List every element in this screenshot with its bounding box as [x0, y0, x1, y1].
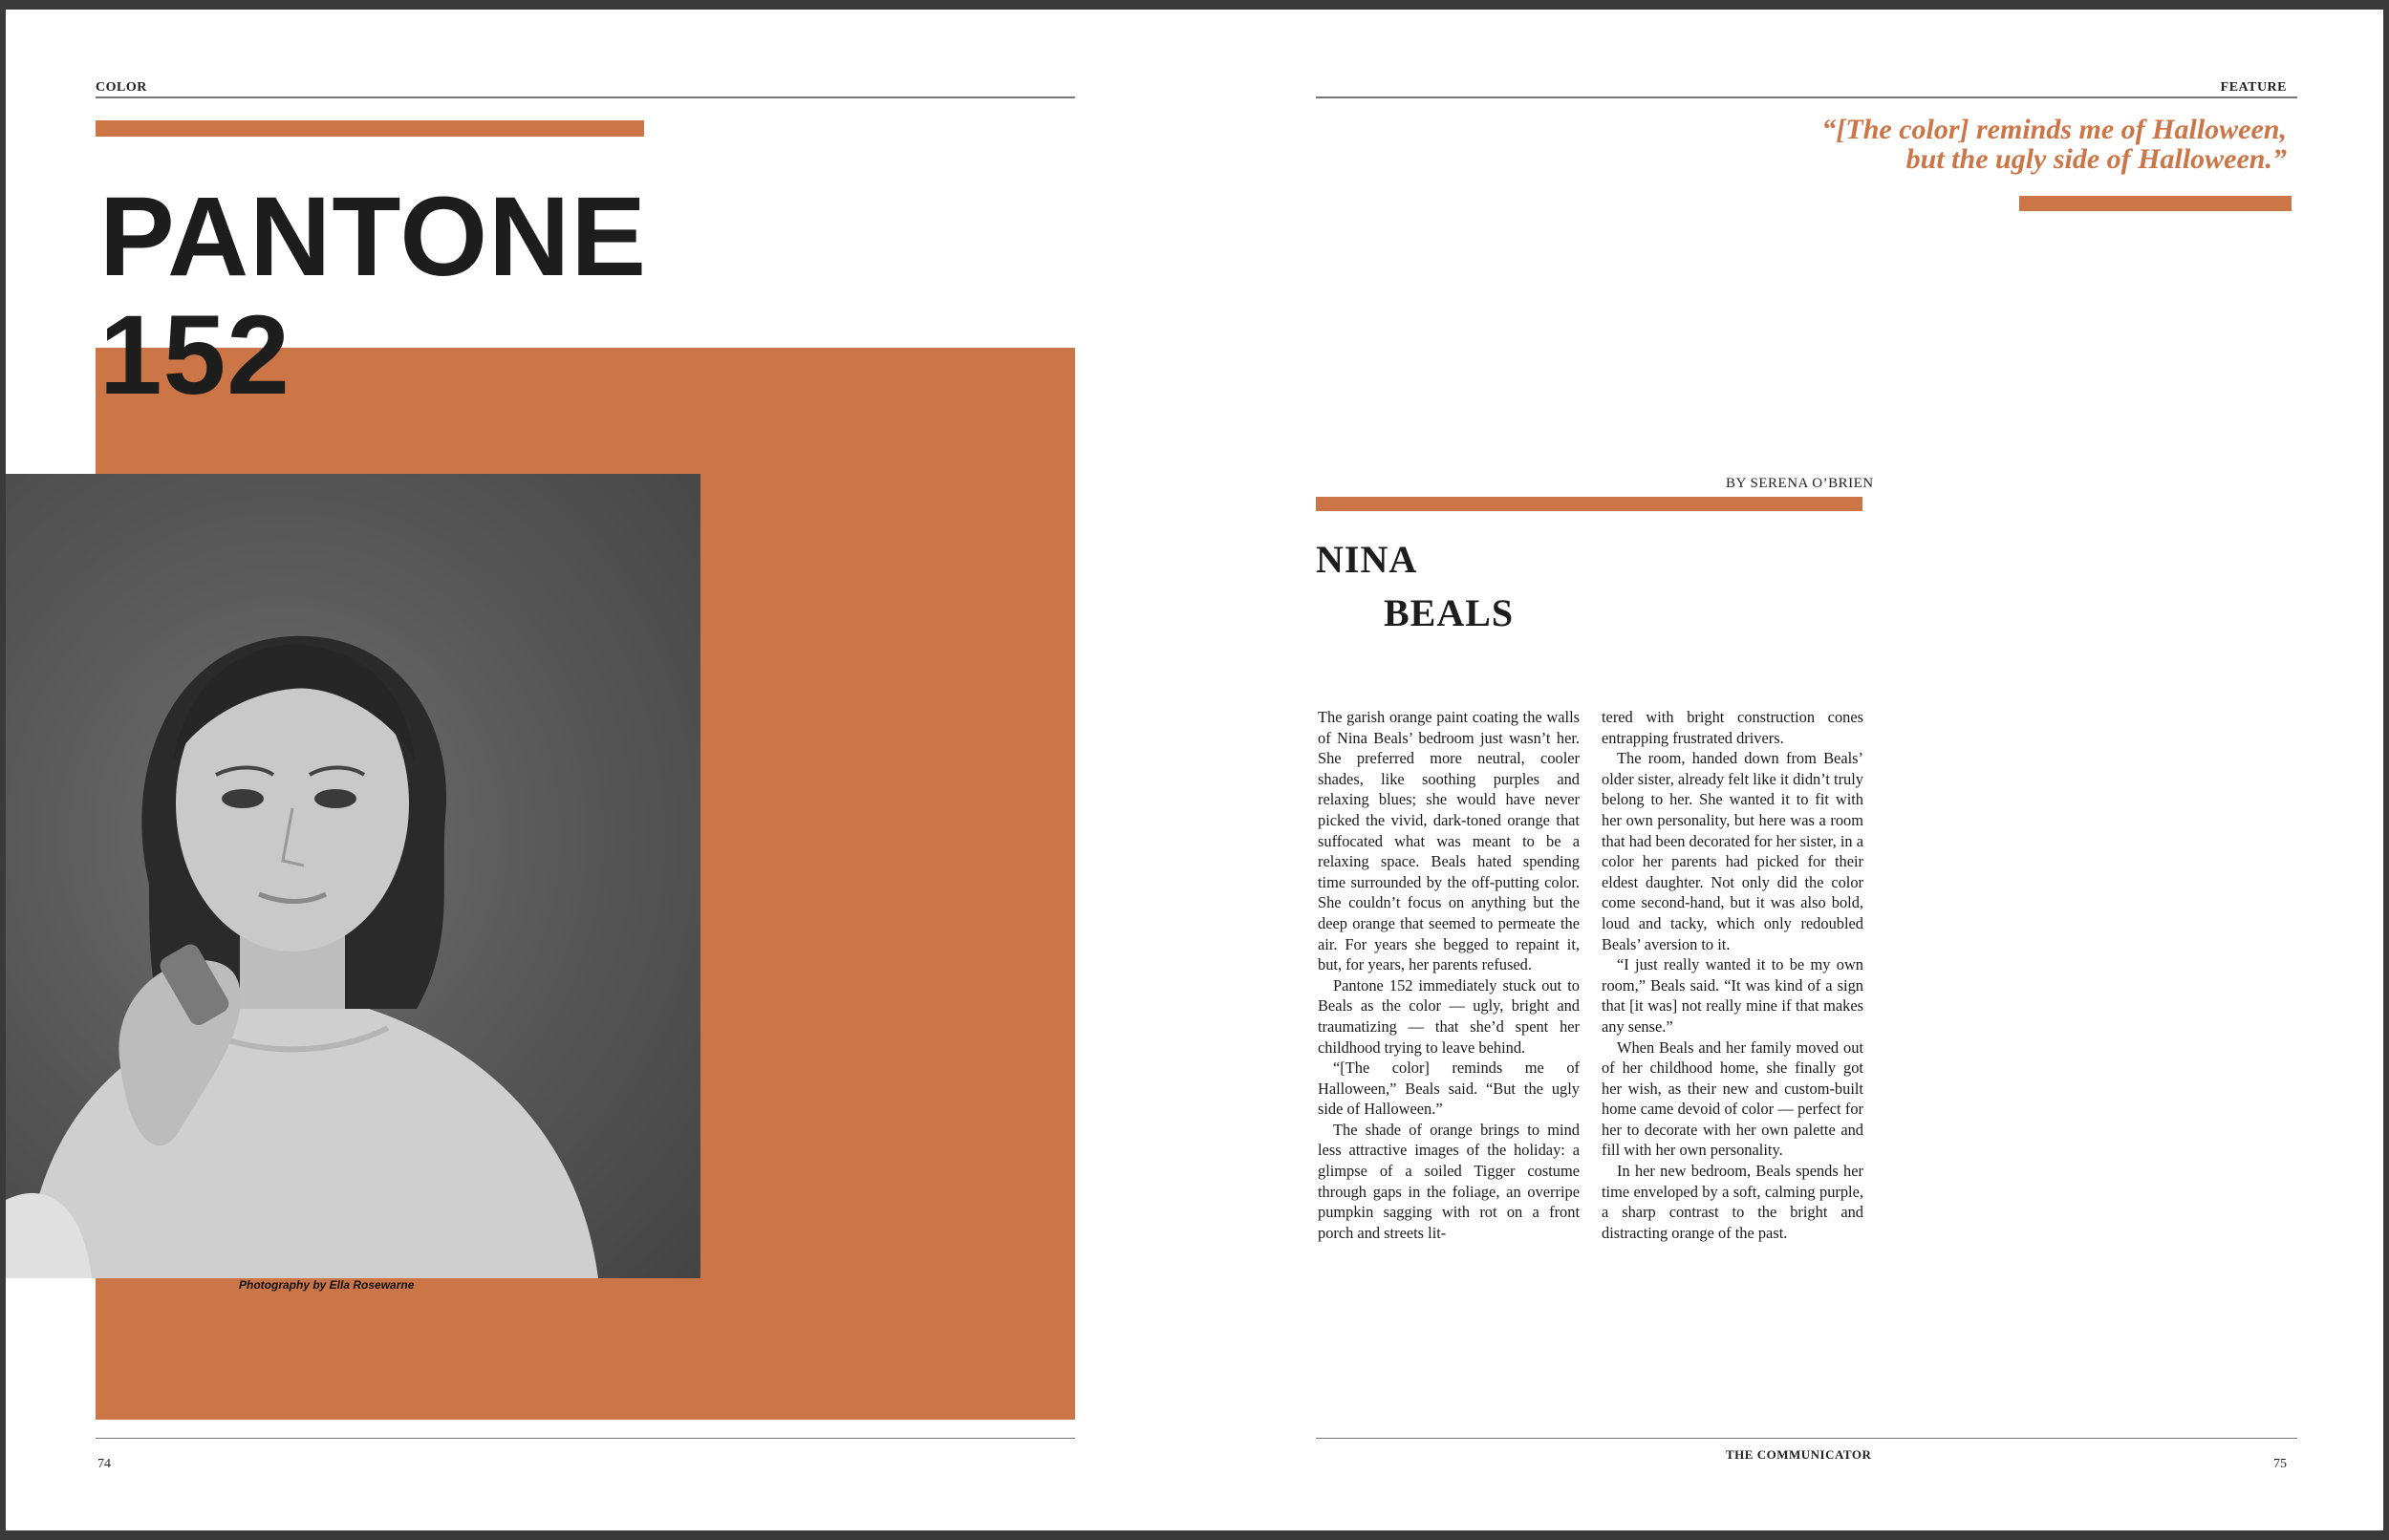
header-rule-right	[1316, 96, 2297, 98]
magazine-spread	[6, 10, 2383, 1530]
article-column-1	[1318, 707, 1580, 1243]
accent-bar-byline	[1316, 497, 1862, 511]
section-label-left: COLOR	[96, 80, 147, 95]
title-line-2: 152	[99, 292, 291, 418]
portrait-photo	[6, 474, 700, 1278]
paragraph: The shade of orange brings to mind less attractive images of the holiday: a glimpse of a soiled Tigger costume through gaps in the foliage, an overripe pumpkin sagging with rot on a front porch and streets lit-	[1318, 1120, 1580, 1242]
footer-rule-right	[1316, 1438, 2297, 1439]
accent-bar-left	[96, 120, 644, 137]
pull-quote-line-2: but the ugly side of Halloween.”	[1905, 143, 2287, 175]
paragraph: The garish orange paint coating the walls of Nina Beals’ bedroom just wasn’t her. She preferred more neutral, cooler shades, like soothing purples and relaxing blues; she would have never picked the vivid, dark-toned orange that suffocated what was meant to be a relaxing space. Beals hated spending time surrounded by the off-putting color. She couldn’t focus on anything but the deep orange that seemed to permeate the air. For years she begged to repaint it, but, for years, her parents refused.	[1318, 708, 1580, 974]
title-line-1: PANTONE	[99, 174, 648, 300]
pull-quote	[1821, 115, 2287, 174]
paragraph: The room, handed down from Beals’ older sister, already felt like it didn’t truly belong to her. She wanted it to fit with her own personality, but here was a room that had been decorated for her sister, in a color her parents had picked for their eldest daughter. Not only did the color come second-hand, but it was also bold, loud and tacky, which only redoubled Beals’ aversion to it.	[1602, 749, 1863, 953]
subject-last-name: BEALS	[1384, 591, 1515, 634]
footer-rule-left	[96, 1438, 1075, 1439]
accent-bar-quote	[2019, 196, 2292, 211]
article-column-2	[1602, 707, 1863, 1243]
paragraph: When Beals and her family moved out of her childhood home, she finally got her wish, as their new and custom-built home came devoid of color — perfect for her to decorate with her own palette and fill with her own personality.	[1602, 1037, 1863, 1160]
publication-name: THE COMMUNICATOR	[1726, 1447, 1872, 1462]
paragraph: Pantone 152 immediately stuck out to Beals as the color — ugly, bright and traumatizing — that she’d spent her childhood trying to leave behind.	[1318, 975, 1580, 1057]
paragraph: “[The color] reminds me of Halloween,” Beals said. “But the ugly side of Halloween.”	[1318, 1059, 1580, 1119]
section-label-right: FEATURE	[2220, 80, 2287, 95]
byline: BY SERENA O’BRIEN	[1726, 476, 1874, 491]
paragraph: In her new bedroom, Beals spends her time enveloped by a soft, calming purple, a sharp contrast to the bright and distracting orange of the past.	[1602, 1162, 1863, 1242]
page-number-left: 74	[97, 1457, 111, 1471]
paragraph: “I just really wanted it to be my own room,” Beals said. “It was kind of a sign that [it was] not really mine if that makes any sense.”	[1602, 955, 1863, 1036]
page-number-right: 75	[2273, 1457, 2287, 1471]
subject-first-name: NINA	[1316, 538, 1418, 581]
portrait-illustration	[6, 474, 700, 1278]
paragraph: tered with bright construction cones entrapping frustrated drivers.	[1602, 708, 1863, 747]
header-rule-left	[96, 96, 1075, 98]
photo-credit: Photography by Ella Rosewarne	[239, 1278, 415, 1292]
pull-quote-line-1: “[The color] reminds me of Halloween,	[1821, 114, 2287, 145]
